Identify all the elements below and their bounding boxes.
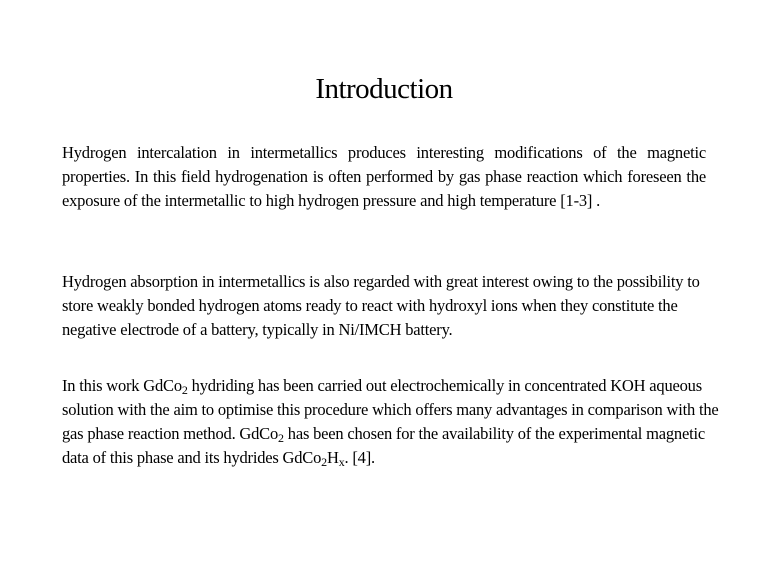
subscript: 2 (321, 455, 327, 469)
paragraph-absorption: Hydrogen absorption in intermetallics is also regarded with great interest owing to the possibility to store weakly bonded hydrogen atoms ready to react with hydroxyl ions when they constitute the negative electrode of a battery, typically in Ni/IMCH battery. (62, 272, 700, 339)
slide-title: Introduction (315, 73, 453, 105)
subscript: 2 (181, 383, 188, 397)
paragraph-text: In this work GdCo (62, 376, 182, 395)
subscript: x (338, 455, 345, 469)
paragraph-text: has been chosen for the availability of the experimental magnetic data of this phase and its hydrides GdCo (62, 424, 705, 467)
paragraph-text: hydriding has been carried out electrochemically in concentrated KOH aqueous solution with the aim to optimise this procedure which offers many advantages in comparison with the gas phase reaction method. GdCo (62, 376, 719, 443)
paragraph-text: H (326, 448, 339, 467)
paragraph-text: . [4]. (344, 448, 375, 467)
subscript: 2 (278, 431, 284, 445)
paragraph-intercalation: Hydrogen intercalation in intermetallics produces interesting modifications of the magnetic properties. In this field hydrogenation is often performed by gas phase reaction which foreseen the exposure of the intermetallic to high hydrogen pressure and high temperature [1-3] . (62, 143, 706, 210)
paragraph-this-work (62, 374, 722, 470)
